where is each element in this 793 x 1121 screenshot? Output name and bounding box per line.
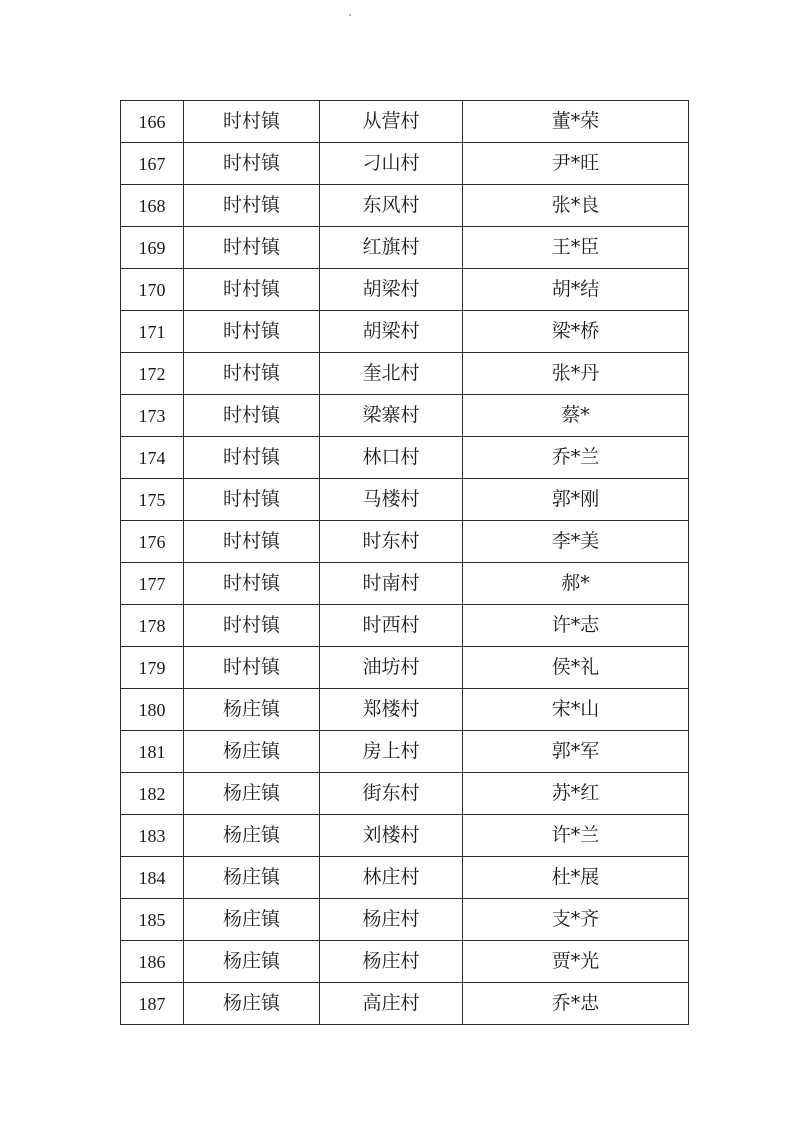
row-number: 174 [121,437,184,479]
town-cell: 时村镇 [184,395,320,437]
village-cell: 街东村 [320,773,463,815]
table-row [121,647,689,689]
village-cell: 房上村 [320,731,463,773]
row-number: 184 [121,857,184,899]
town-cell: 杨庄镇 [184,857,320,899]
row-number: 169 [121,227,184,269]
table-row [121,857,689,899]
person-name-cell: 贾*光 [463,941,689,983]
table-row [121,185,689,227]
person-name-cell: 侯*礼 [463,647,689,689]
person-name-cell: 支*齐 [463,899,689,941]
town-cell: 时村镇 [184,227,320,269]
table-row [121,395,689,437]
village-cell: 刘楼村 [320,815,463,857]
village-cell: 杨庄村 [320,941,463,983]
village-cell: 油坊村 [320,647,463,689]
town-cell: 时村镇 [184,185,320,227]
table-row [121,521,689,563]
person-name-cell: 蔡* [463,395,689,437]
table-row [121,689,689,731]
town-cell: 时村镇 [184,269,320,311]
village-cell: 东风村 [320,185,463,227]
village-cell: 从营村 [320,101,463,143]
row-number: 180 [121,689,184,731]
person-name-cell: 乔*忠 [463,983,689,1025]
village-cell: 刁山村 [320,143,463,185]
person-name-cell: 杜*展 [463,857,689,899]
row-number: 178 [121,605,184,647]
town-cell: 杨庄镇 [184,815,320,857]
village-cell: 红旗村 [320,227,463,269]
village-cell: 时西村 [320,605,463,647]
row-number: 185 [121,899,184,941]
row-number: 179 [121,647,184,689]
table-row [121,101,689,143]
town-cell: 时村镇 [184,521,320,563]
town-cell: 时村镇 [184,101,320,143]
roster-body [121,101,689,1025]
row-number: 187 [121,983,184,1025]
row-number: 176 [121,521,184,563]
village-cell: 梁寨村 [320,395,463,437]
town-cell: 杨庄镇 [184,899,320,941]
village-cell: 马楼村 [320,479,463,521]
person-name-cell: 王*臣 [463,227,689,269]
village-cell: 郑楼村 [320,689,463,731]
person-name-cell: 郭*刚 [463,479,689,521]
person-name-cell: 张*良 [463,185,689,227]
person-name-cell: 梁*桥 [463,311,689,353]
person-name-cell: 苏*红 [463,773,689,815]
town-cell: 时村镇 [184,647,320,689]
row-number: 166 [121,101,184,143]
village-cell: 胡梁村 [320,311,463,353]
town-cell: 时村镇 [184,605,320,647]
person-name-cell: 许*兰 [463,815,689,857]
village-cell: 林口村 [320,437,463,479]
village-cell: 杨庄村 [320,899,463,941]
row-number: 171 [121,311,184,353]
table-row [121,227,689,269]
table-row [121,983,689,1025]
table-row [121,479,689,521]
town-cell: 杨庄镇 [184,731,320,773]
village-cell: 胡梁村 [320,269,463,311]
row-number: 172 [121,353,184,395]
village-cell: 时东村 [320,521,463,563]
scan-dot [349,14,351,16]
village-cell: 奎北村 [320,353,463,395]
person-name-cell: 郭*军 [463,731,689,773]
village-cell: 高庄村 [320,983,463,1025]
table-row [121,605,689,647]
town-cell: 杨庄镇 [184,689,320,731]
village-cell: 时南村 [320,563,463,605]
roster-table [120,100,689,1025]
person-name-cell: 董*荣 [463,101,689,143]
table-row [121,899,689,941]
table-row [121,269,689,311]
table-row [121,353,689,395]
town-cell: 时村镇 [184,437,320,479]
row-number: 181 [121,731,184,773]
table-row [121,731,689,773]
person-name-cell: 胡*结 [463,269,689,311]
person-name-cell: 许*志 [463,605,689,647]
town-cell: 杨庄镇 [184,773,320,815]
row-number: 186 [121,941,184,983]
town-cell: 时村镇 [184,563,320,605]
table-row [121,437,689,479]
town-cell: 时村镇 [184,143,320,185]
person-name-cell: 乔*兰 [463,437,689,479]
row-number: 177 [121,563,184,605]
row-number: 167 [121,143,184,185]
table-row [121,773,689,815]
town-cell: 杨庄镇 [184,983,320,1025]
town-cell: 时村镇 [184,311,320,353]
row-number: 175 [121,479,184,521]
person-name-cell: 张*丹 [463,353,689,395]
table-row [121,143,689,185]
town-cell: 杨庄镇 [184,941,320,983]
person-name-cell: 郝* [463,563,689,605]
row-number: 173 [121,395,184,437]
row-number: 183 [121,815,184,857]
town-cell: 时村镇 [184,353,320,395]
person-name-cell: 尹*旺 [463,143,689,185]
town-cell: 时村镇 [184,479,320,521]
person-name-cell: 李*美 [463,521,689,563]
table-row [121,815,689,857]
table-row [121,311,689,353]
person-name-cell: 宋*山 [463,689,689,731]
table-row [121,563,689,605]
row-number: 168 [121,185,184,227]
village-cell: 林庄村 [320,857,463,899]
row-number: 182 [121,773,184,815]
table-row [121,941,689,983]
row-number: 170 [121,269,184,311]
